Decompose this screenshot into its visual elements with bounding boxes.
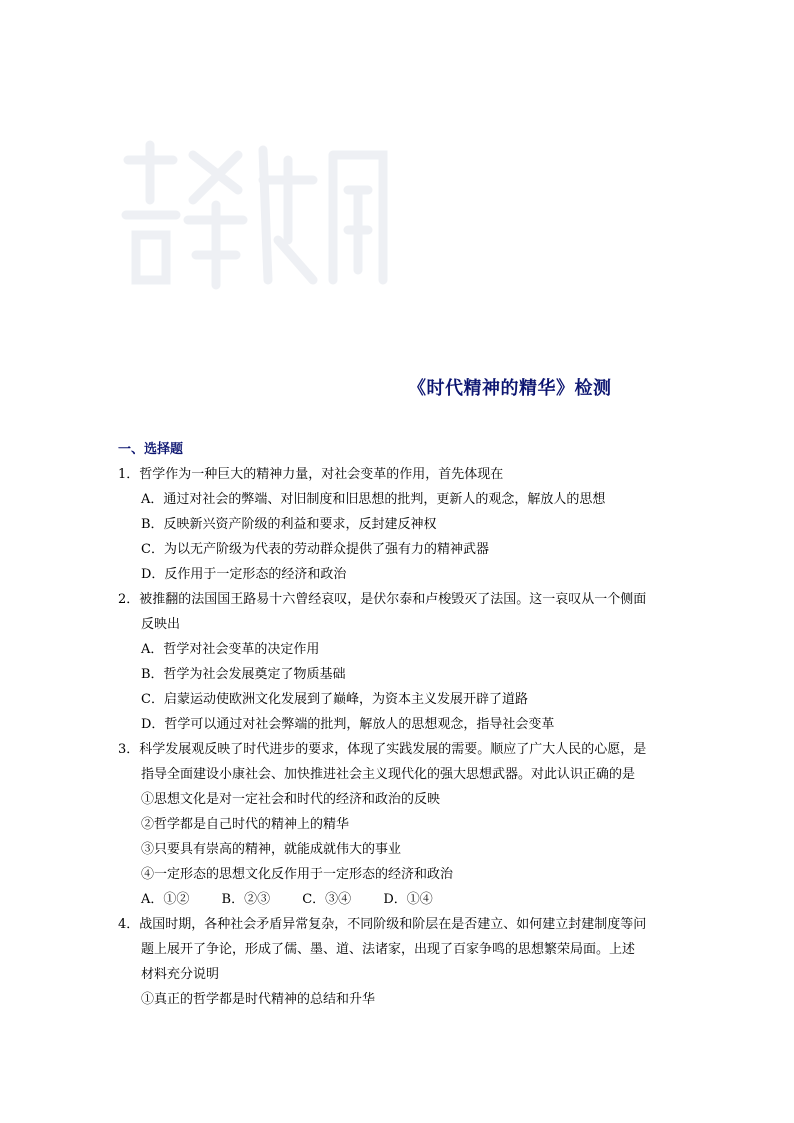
choice-row	[118, 887, 690, 912]
question-list	[118, 462, 690, 1012]
statement-2: ②哲学都是自己时代的精神上的精华	[141, 817, 350, 832]
choice-a: A．①②	[141, 892, 190, 907]
question-4	[118, 912, 690, 1012]
statement-1: ①思想文化是对一定社会和时代的经济和政治的反映	[141, 792, 441, 807]
question-stem: 4．战国时期，各种社会矛盾异常复杂，不同阶级和阶层在是否建立、如何建立封建制度等问	[118, 917, 647, 932]
choice-b: B．②③	[221, 892, 271, 907]
section-heading: 一、选择题	[118, 442, 184, 457]
option-b: B．反映新兴资产阶级的利益和要求，反封建反神权	[141, 517, 437, 532]
watermark-logo	[118, 140, 400, 290]
document-title: 《时代精神的精华》检测	[408, 378, 612, 399]
option-c: C．为以无产阶级为代表的劳动群众提供了强有力的精神武器	[141, 542, 489, 557]
question-stem: 1．哲学作为一种巨大的精神力量，对社会变革的作用，首先体现在	[118, 467, 504, 482]
question-stem-continued: 反映出	[141, 617, 181, 632]
option-d: D．反作用于一定形态的经济和政治	[141, 567, 347, 582]
choice-d: D．①④	[383, 892, 433, 907]
question-1	[118, 462, 690, 587]
question-3	[118, 737, 690, 912]
question-stem: 3．科学发展观反映了时代进步的要求，体现了实践发展的需要。顺应了广大人民的心愿，是	[118, 742, 647, 757]
statement-1: ①真正的哲学都是时代精神的总结和升华	[141, 992, 376, 1007]
option-a: A．哲学对社会变革的决定作用	[141, 642, 320, 657]
question-stem-continued: 材料充分说明	[141, 967, 220, 982]
option-b: B．哲学为社会发展奠定了物质基础	[141, 667, 346, 682]
statement-3: ③只要具有崇高的精神，就能成就伟大的事业	[141, 842, 402, 857]
question-2	[118, 587, 690, 737]
option-c: C．启蒙运动使欧洲文化发展到了巅峰，为资本主义发展开辟了道路	[141, 692, 528, 707]
option-d: D．哲学可以通过对社会弊端的批判，解放人的思想观念，指导社会变革	[141, 717, 555, 732]
question-stem-continued: 指导全面建设小康社会、加快推进社会主义现代化的强大思想武器。对此认识正确的是	[141, 767, 636, 782]
statement-4: ④一定形态的思想文化反作用于一定形态的经济和政治	[141, 867, 454, 882]
option-a: A．通过对社会的弊端、对旧制度和旧思想的批判，更新人的观念，解放人的思想	[141, 492, 606, 507]
choice-c: C．③④	[302, 892, 352, 907]
question-stem-continued: 题上展开了争论，形成了儒、墨、道、法诸家，出现了百家争鸣的思想繁荣局面。上述	[141, 942, 636, 957]
question-stem: 2．被推翻的法国国王路易十六曾经哀叹，是伏尔泰和卢梭毁灭了法国。这一哀叹从一个侧面	[118, 592, 647, 607]
